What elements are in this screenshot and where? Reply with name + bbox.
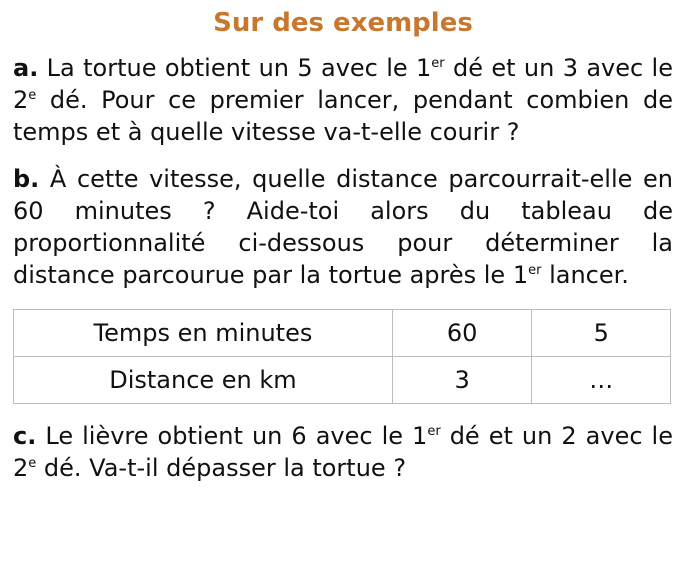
question-c-text-3: dé. Va-t-il dépasser la tortue ? — [36, 454, 407, 482]
question-b-text-1: À cette vitesse, quelle distance parcourrait-elle en 60 minutes ? Aide-toi alors du tableau de proportionnalité ci-dessous pour déterminer la distance parcourue par la tortue après le 1 — [13, 165, 673, 289]
question-b-sup-1: er — [528, 263, 542, 278]
question-c-text-1: Le lièvre obtient un 6 avec le 1 — [36, 422, 428, 450]
proportionality-table — [13, 309, 671, 404]
cell-time-5: 5 — [532, 310, 671, 357]
question-b-text-2: lancer. — [541, 261, 629, 289]
row-header-distance: Distance en km — [14, 357, 393, 404]
question-b — [13, 163, 673, 291]
question-a-sup-2: e — [28, 88, 37, 103]
table-row — [14, 357, 671, 404]
question-a-text-3: dé. Pour ce premier lancer, pendant combien de temps et à quelle vitesse va-t-elle courir ? — [13, 86, 673, 146]
question-a-text-1: La tortue obtient un 5 avec le 1 — [38, 54, 432, 82]
question-c-sup-2: e — [28, 456, 37, 471]
question-c-text-2: dé et un 2 avec le 2 — [13, 422, 673, 482]
cell-distance-unknown: … — [532, 357, 671, 404]
question-c-sup-1: er — [427, 424, 441, 439]
question-a — [13, 52, 673, 148]
question-c-letter: c. — [13, 422, 37, 450]
section-title: Sur des exemples — [213, 8, 473, 38]
question-a-text-2: dé et un 3 avec le 2 — [13, 54, 673, 114]
question-a-sup-1: er — [431, 56, 445, 71]
question-b-letter: b. — [13, 165, 40, 193]
table-row — [14, 310, 671, 357]
cell-distance-3: 3 — [392, 357, 532, 404]
row-header-time: Temps en minutes — [14, 310, 393, 357]
question-c — [13, 420, 673, 484]
cell-time-60: 60 — [392, 310, 532, 357]
question-a-letter: a. — [13, 54, 39, 82]
